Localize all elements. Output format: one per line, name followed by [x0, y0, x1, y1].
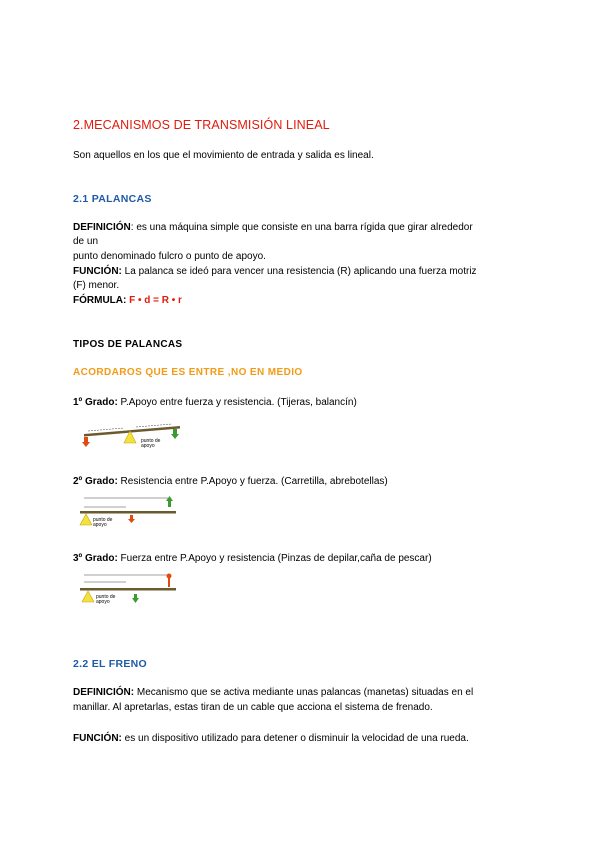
force-arrow — [168, 501, 171, 507]
fulcrum-label: punto de apoyo — [96, 594, 116, 605]
lever-diagram-grade-3 — [78, 571, 178, 611]
resistance-arrow — [84, 437, 88, 442]
grado-2-label: 2º Grado: — [73, 476, 118, 487]
grado-1-label: 1º Grado: — [73, 397, 118, 408]
fulcrum-triangle — [82, 591, 94, 602]
grado-1-text: P.Apoyo entre fuerza y resistencia. (Tijeras, balancín) — [117, 397, 357, 408]
fulcrum-triangle — [80, 514, 92, 525]
freno-function-text: es un dispositivo utilizado para detener o disminuir la velocidad de una rueda. — [121, 733, 469, 744]
freno-definition-label: DEFINICIÓN: — [73, 687, 135, 698]
force-arrow — [171, 434, 179, 439]
resistance-weight — [167, 574, 172, 579]
resistance-arrow — [128, 519, 135, 523]
section-heading-palancas: 2.1 PALANCAS — [73, 193, 152, 205]
freno-definition-text: Mecanismo que se activa mediante unas palancas (manetas) situadas en el — [134, 687, 474, 698]
definition-line-2: de un — [73, 236, 99, 247]
definition-text: : es una máquina simple que consiste en una barra rígida que girar alrededor — [130, 222, 473, 233]
grado-3-text: Fuerza entre P.Apoyo y resistencia (Pinzas de depilar,caña de pescar) — [117, 553, 432, 564]
resistance-arrow — [82, 442, 90, 447]
function-text: La palanca se ideó para vencer una resistencia (R) aplicando una fuerza motriz — [121, 266, 477, 277]
function-label: FUNCIÓN: — [73, 266, 122, 277]
distance-line — [88, 428, 124, 431]
section-heading-freno: 2.2 EL FRENO — [73, 658, 148, 670]
freno-function — [73, 732, 469, 746]
freno-definition — [73, 686, 473, 700]
grado-1 — [73, 396, 357, 410]
palancas-definition — [73, 221, 473, 235]
force-arrow — [173, 429, 177, 434]
lever-bar — [80, 588, 176, 591]
freno-definition-line-2: manillar. Al apretarlas, estas tiran de un cable que acciona el sistema de frenado. — [73, 702, 433, 713]
resistance-arrow — [168, 578, 170, 587]
lever-diagram-3-svg — [78, 571, 178, 611]
lever-diagram-grade-1 — [80, 418, 184, 454]
grado-2-text: Resistencia entre P.Apoyo y fuerza. (Carretilla, abrebotellas) — [117, 476, 388, 487]
fulcrum-label: punto de apoyo — [93, 517, 113, 528]
tipos-note: ACORDAROS QUE ES ENTRE ,NO EN MEDIO — [73, 367, 303, 378]
grado-3 — [73, 552, 432, 566]
intro-text: Son aquellos en los que el movimiento de entrada y salida es lineal. — [73, 150, 374, 161]
definition-line-3: punto denominado fulcro o punto de apoyo. — [73, 251, 266, 262]
freno-function-label: FUNCIÓN: — [73, 733, 122, 744]
function-line-2: (F) menor. — [73, 280, 120, 291]
force-arrow — [132, 598, 139, 603]
lever-diagram-1-svg — [80, 418, 184, 454]
fulcrum-label: punto de apoyo — [141, 438, 161, 449]
distance-line — [136, 424, 172, 427]
grado-3-label: 3º Grado: — [73, 553, 118, 564]
formula-value: F • d = R • r — [129, 295, 182, 306]
palancas-formula — [73, 294, 182, 308]
lever-bar — [80, 511, 176, 514]
grado-2 — [73, 475, 388, 489]
formula-label: FÓRMULA: — [73, 295, 127, 306]
definition-label: DEFINICIÓN — [73, 222, 131, 233]
palancas-function — [73, 265, 477, 279]
tipos-heading: TIPOS DE PALANCAS — [73, 339, 183, 350]
force-arrow — [166, 496, 173, 501]
page-title: 2.MECANISMOS DE TRANSMISIÓN LINEAL — [73, 118, 330, 132]
lever-diagram-grade-2 — [78, 494, 178, 530]
